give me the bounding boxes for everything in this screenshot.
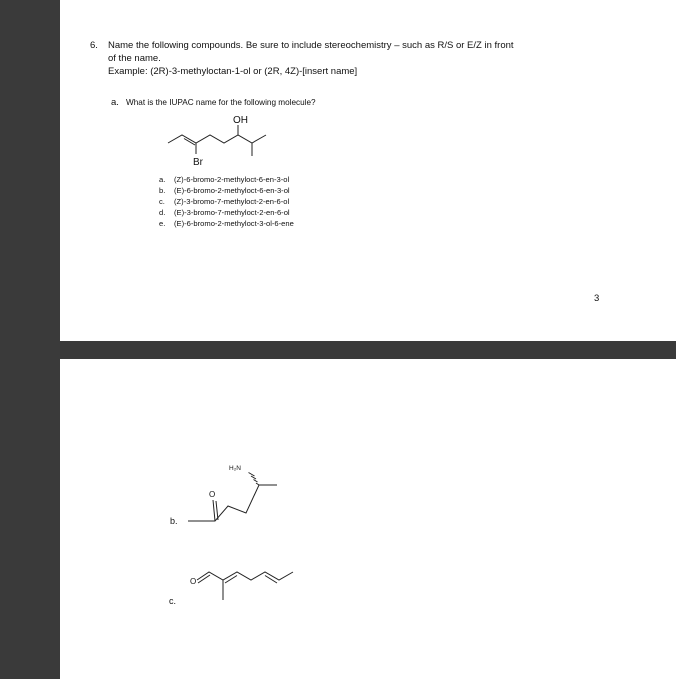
left-dark-margin: [0, 0, 60, 679]
molecule-c-oxygen-label: O: [190, 577, 197, 586]
part-b-label: b.: [170, 516, 178, 526]
molecule-a-backbone: [168, 135, 266, 143]
choice-letter: c.: [159, 197, 165, 206]
page-separator: [60, 341, 676, 359]
choice-a[interactable]: [159, 175, 289, 184]
part-c-label: c.: [169, 596, 177, 606]
molecule-a-oh-label: OH: [233, 115, 248, 126]
molecule-b-hashed-wedge: [249, 473, 260, 486]
part-a-prompt: What is the IUPAC name for the following molecule?: [126, 98, 316, 107]
molecule-a-br-label: Br: [193, 157, 203, 168]
molecule-b-structure: [185, 455, 285, 527]
choice-letter: d.: [159, 208, 166, 217]
question-text-line-2: of the name.: [108, 53, 161, 64]
question-number: 6.: [90, 40, 98, 51]
choice-letter: a.: [159, 175, 166, 184]
molecule-c-carbonyl-double: [198, 575, 210, 583]
choice-text: (Z)-6-bromo-2-methyloct-6-en-3-ol: [174, 175, 290, 184]
choice-text: (E)-6-bromo-2-methyloct-6-en-3-ol: [174, 186, 290, 195]
molecule-b-carbonyl: [213, 500, 215, 521]
choice-b[interactable]: [159, 186, 290, 195]
molecule-b-backbone: [188, 485, 277, 521]
choice-c[interactable]: [159, 197, 289, 206]
question-example: Example: (2R)-3-methyloctan-1-ol or (2R, 4Z)-[insert name]: [108, 66, 358, 77]
part-a-label: a.: [111, 97, 119, 108]
molecule-b-amine-label: H₂N: [229, 465, 241, 472]
choice-e[interactable]: [159, 219, 294, 228]
question-text-line-1: Name the following compounds. Be sure to include stereochemistry – such as R/S or E/Z in front: [108, 40, 514, 51]
choice-d[interactable]: [159, 208, 290, 217]
molecule-a-structure: [160, 108, 290, 170]
document-page-2: [60, 359, 676, 679]
choice-letter: b.: [159, 186, 166, 195]
molecule-c-structure: [185, 560, 305, 605]
page-number: 3: [594, 293, 600, 304]
choice-letter: e.: [159, 219, 166, 228]
molecule-b-oxygen-label: O: [209, 490, 216, 499]
molecule-c-double-bond-1: [225, 576, 237, 584]
molecule-b-carbonyl-double: [216, 501, 218, 520]
molecule-c-double-bond-2: [265, 576, 277, 584]
choice-text: (E)-6-bromo-2-methyloct-3-ol-6-ene: [174, 219, 294, 228]
document-page-1: [60, 0, 676, 341]
choice-text: (E)-3-bromo-7-methyloct-2-en-6-ol: [174, 208, 290, 217]
choice-text: (Z)-3-bromo-7-methyloct-2-en-6-ol: [174, 197, 290, 206]
molecule-c-backbone: [197, 572, 293, 580]
